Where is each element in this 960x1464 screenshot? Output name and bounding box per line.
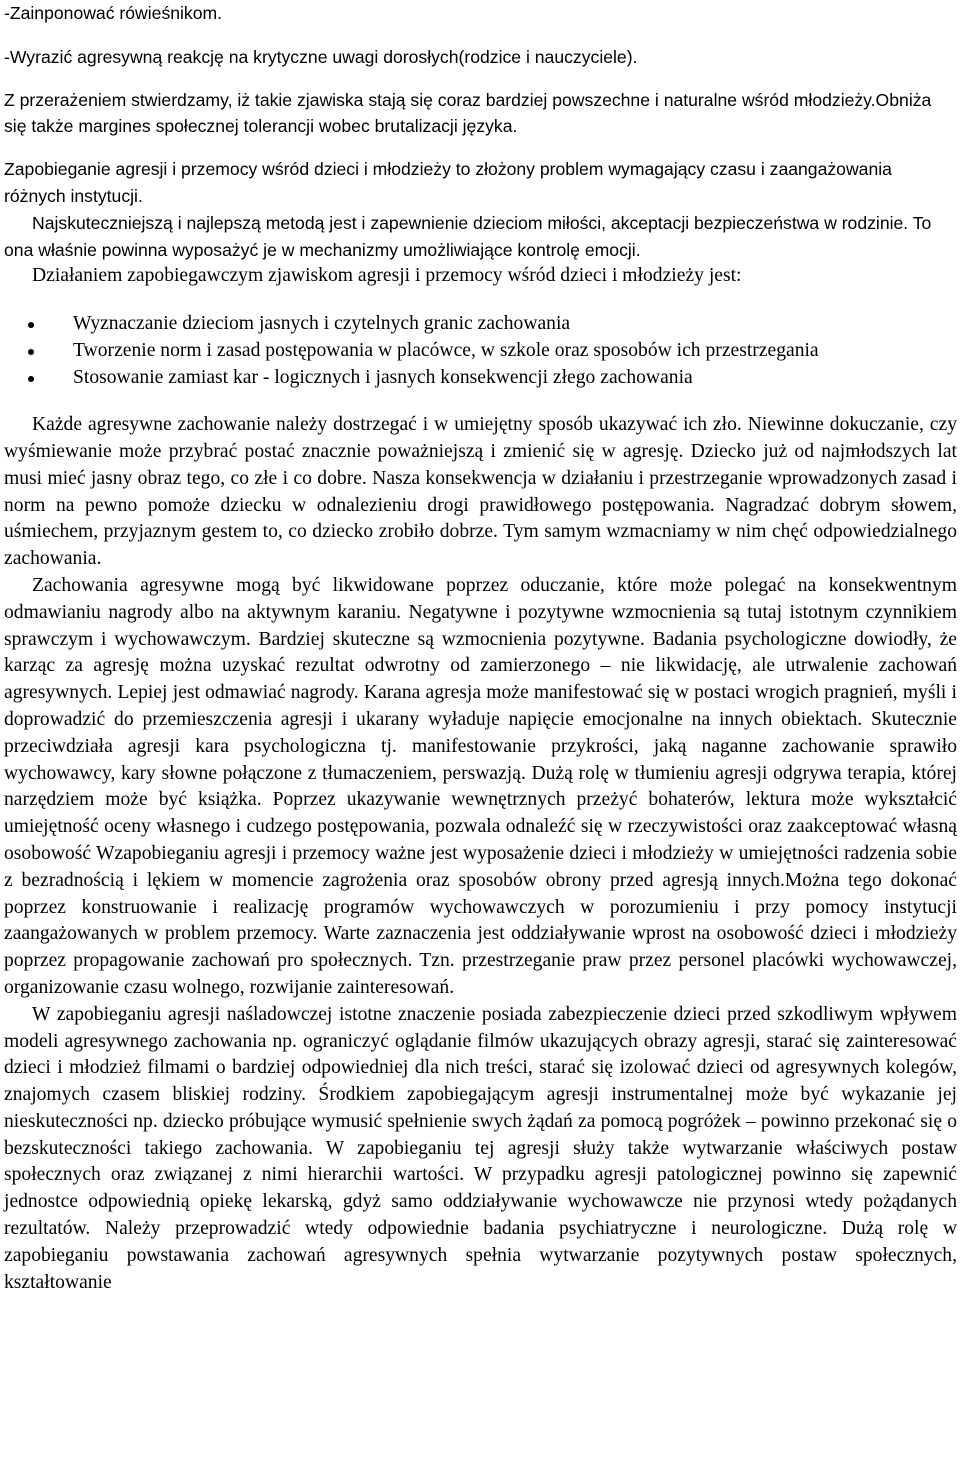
intro-line-2: -Wyrazić agresywną reakcję na krytyczne uwagi dorosłych(rodzice i nauczyciele).: [4, 46, 638, 67]
intro-line-1: -Zainponować rówieśnikom.: [4, 3, 223, 23]
bullet-icon: [28, 376, 34, 382]
intro-paragraph-3: Z przerażeniem stwierdzamy, iż takie zjawiska stają się coraz bardziej powszechne i naturalne wśród młodzieży.Obniża się także margines społecznej tolerancji wobec brutalizacji języka.: [4, 89, 932, 137]
body-paragraph-3: W zapobieganiu agresji naśladowczej istotne znaczenie posiada zabezpieczenie dzieci przed szkodliwym wpływem modeli agresywnego zachowania np. ograniczyć oglądanie filmów ukazujących obrazy agresji, starać się zainteresować dzieci i młodzież filmami o bardziej odpowiedniej dla nich treści, starać się izolować dzieci od agresywnych kolegów, znajomych czasem bliskiej rodziny. Środkiem zapobiegającym agresji instrumentalnej może być wykazanie jej nieskuteczności np. dziecko próbujące wymusić spełnienie swych żądań za pomocą pogróżek – powinno przekonać się o bezskuteczności takiego zachowania. W zapobieganiu tej agresji służy także wytwarzanie właściwych postaw społecznych oraz związanej z nimi hierarchii wartości. W przypadku agresji patologicznej powinno się zapewnić jednostce odpowiednią opiekę lekarską, gdyż samo oddziaływanie wychowawcze nie przynosi wtedy pożądanych rezultatów. Należy przeprowadzić wtedy odpowiednie badania psychiatryczne i neurologiczne. Dużą rolę w zapobieganiu powstawania zachowań agresywnych spełnia wytwarzanie pozytywnych postaw społecznych, kształtowanie: [4, 1003, 957, 1293]
list-item: [4, 337, 957, 364]
list-item-text: Wyznaczanie dzieciom jasnych i czytelnych granic zachowania: [73, 313, 571, 335]
bullets-lead: Działaniem zapobiegawczym zjawiskom agresji i przemocy wśród dzieci i młodzieży jest:: [32, 265, 742, 287]
bullet-icon: [28, 322, 34, 328]
intro-paragraph-4: Zapobieganie agresji i przemocy wśród dzieci i młodzieży to złożony problem wymagający czasu i zaangażowania różnych instytucji.: [4, 159, 892, 206]
bullet-icon: [28, 349, 34, 355]
list-item-text: Tworzenie norm i zasad postępowania w placówce, w szkole oraz sposobów ich przestrzegania: [73, 340, 819, 362]
prevention-list: [4, 310, 957, 391]
body-paragraph-2: Zachowania agresywne mogą być likwidowane poprzez oduczanie, które może polegać na konsekwentnym odmawianiu nagrody albo na aktywnym karaniu. Negatywne i pozytywne wzmocnienia są tutaj istotnym czynnikiem sprawczym i wychowawczym. Bardziej skuteczne są wzmocnienia pozytywne. Badania psychologiczne dowiodły, że karząc za agresję można uzyskać rezultat odwrotny od zamierzonego – nie likwidację, ale utrwalenie zachowań agresywnych. Lepiej jest odmawiać nagrody. Karana agresja może manifestować się w postaci wrogich pragnień, myśli i doprowadzić do przemieszczenia agresji i ukarany wyładuje napięcie emocjonalne na innych obiektach. Skutecznie przeciwdziała agresji kara psychologiczna tj. manifestowanie przykrości, jaką naganne zachowanie sprawiło wychowawcy, kary słowne połączone z tłumaczeniem, perswazją. Dużą rolę w tłumieniu agresji odgrywa terapia, której narzędziem może być książka. Poprzez ukazywanie wewnętrznych przeżyć bohaterów, lektura może wykształcić umiejętność oceny własnego i cudzego postępowania, pozwala odnaleźć się w rzeczywistości oraz zaakceptować własną osobowość Wzapobieganiu agresji i przemocy ważne jest wyposażenie dzieci i młodzieży w umiejętności radzenia sobie z bezradnością i lękiem w momencie zagrożenia oraz sposobów obrony przed agresją innych.Można tego dokonać poprzez konstruowanie i realizację programów wychowawczych w porozumieniu i przy pomocy instytucji zaangażowanych w problem przemocy. Warte zaznaczenia jest oddziaływanie wprost na osobowość dzieci i młodzieży poprzez propagowanie zachowań pro społecznych. Tzn. przestrzeganie praw przez personel placówki wychowawczej, organizowanie czasu wolnego, rozwijanie zainteresowań.: [4, 574, 957, 998]
body-paragraph-1: Każde agresywne zachowanie należy dostrzegać i w umiejętny sposób ukazywać ich zło. Niewinne dokuczanie, czy wyśmiewanie może przybrać postać znacznie poważniejszą i zmienić się w agresję. Dziecko już od najmłodszych lat musi mieć jasny obraz tego, co złe i co dobre. Nasza konsekwencja w działaniu i przestrzeganie wprowadzonych zasad i norm na pewno pomoże dziecku w odnalezieniu drogi prawidłowego postępowania. Nagradzać dobrym słowem, uśmiechem, przyjaznym gestem to, co dziecko zrobiło dobrze. Tym samym wzmacniamy w nim chęć odpowiedzialnego zachowania.: [4, 414, 957, 570]
list-item: [4, 364, 957, 391]
list-item: [4, 310, 957, 337]
intro-paragraph-5: Najskuteczniejszą i najlepszą metodą jest i zapewnienie dzieciom miłości, akceptacji bezpieczeństwa w rodzinie. To ona właśnie powinna wyposażyć je w mechanizmy umożliwiające kontrolę emocji.: [4, 212, 932, 260]
body-text: [4, 412, 957, 1296]
list-item-text: Stosowanie zamiast kar - logicznych i jasnych konsekwencji złego zachowania: [73, 367, 693, 389]
